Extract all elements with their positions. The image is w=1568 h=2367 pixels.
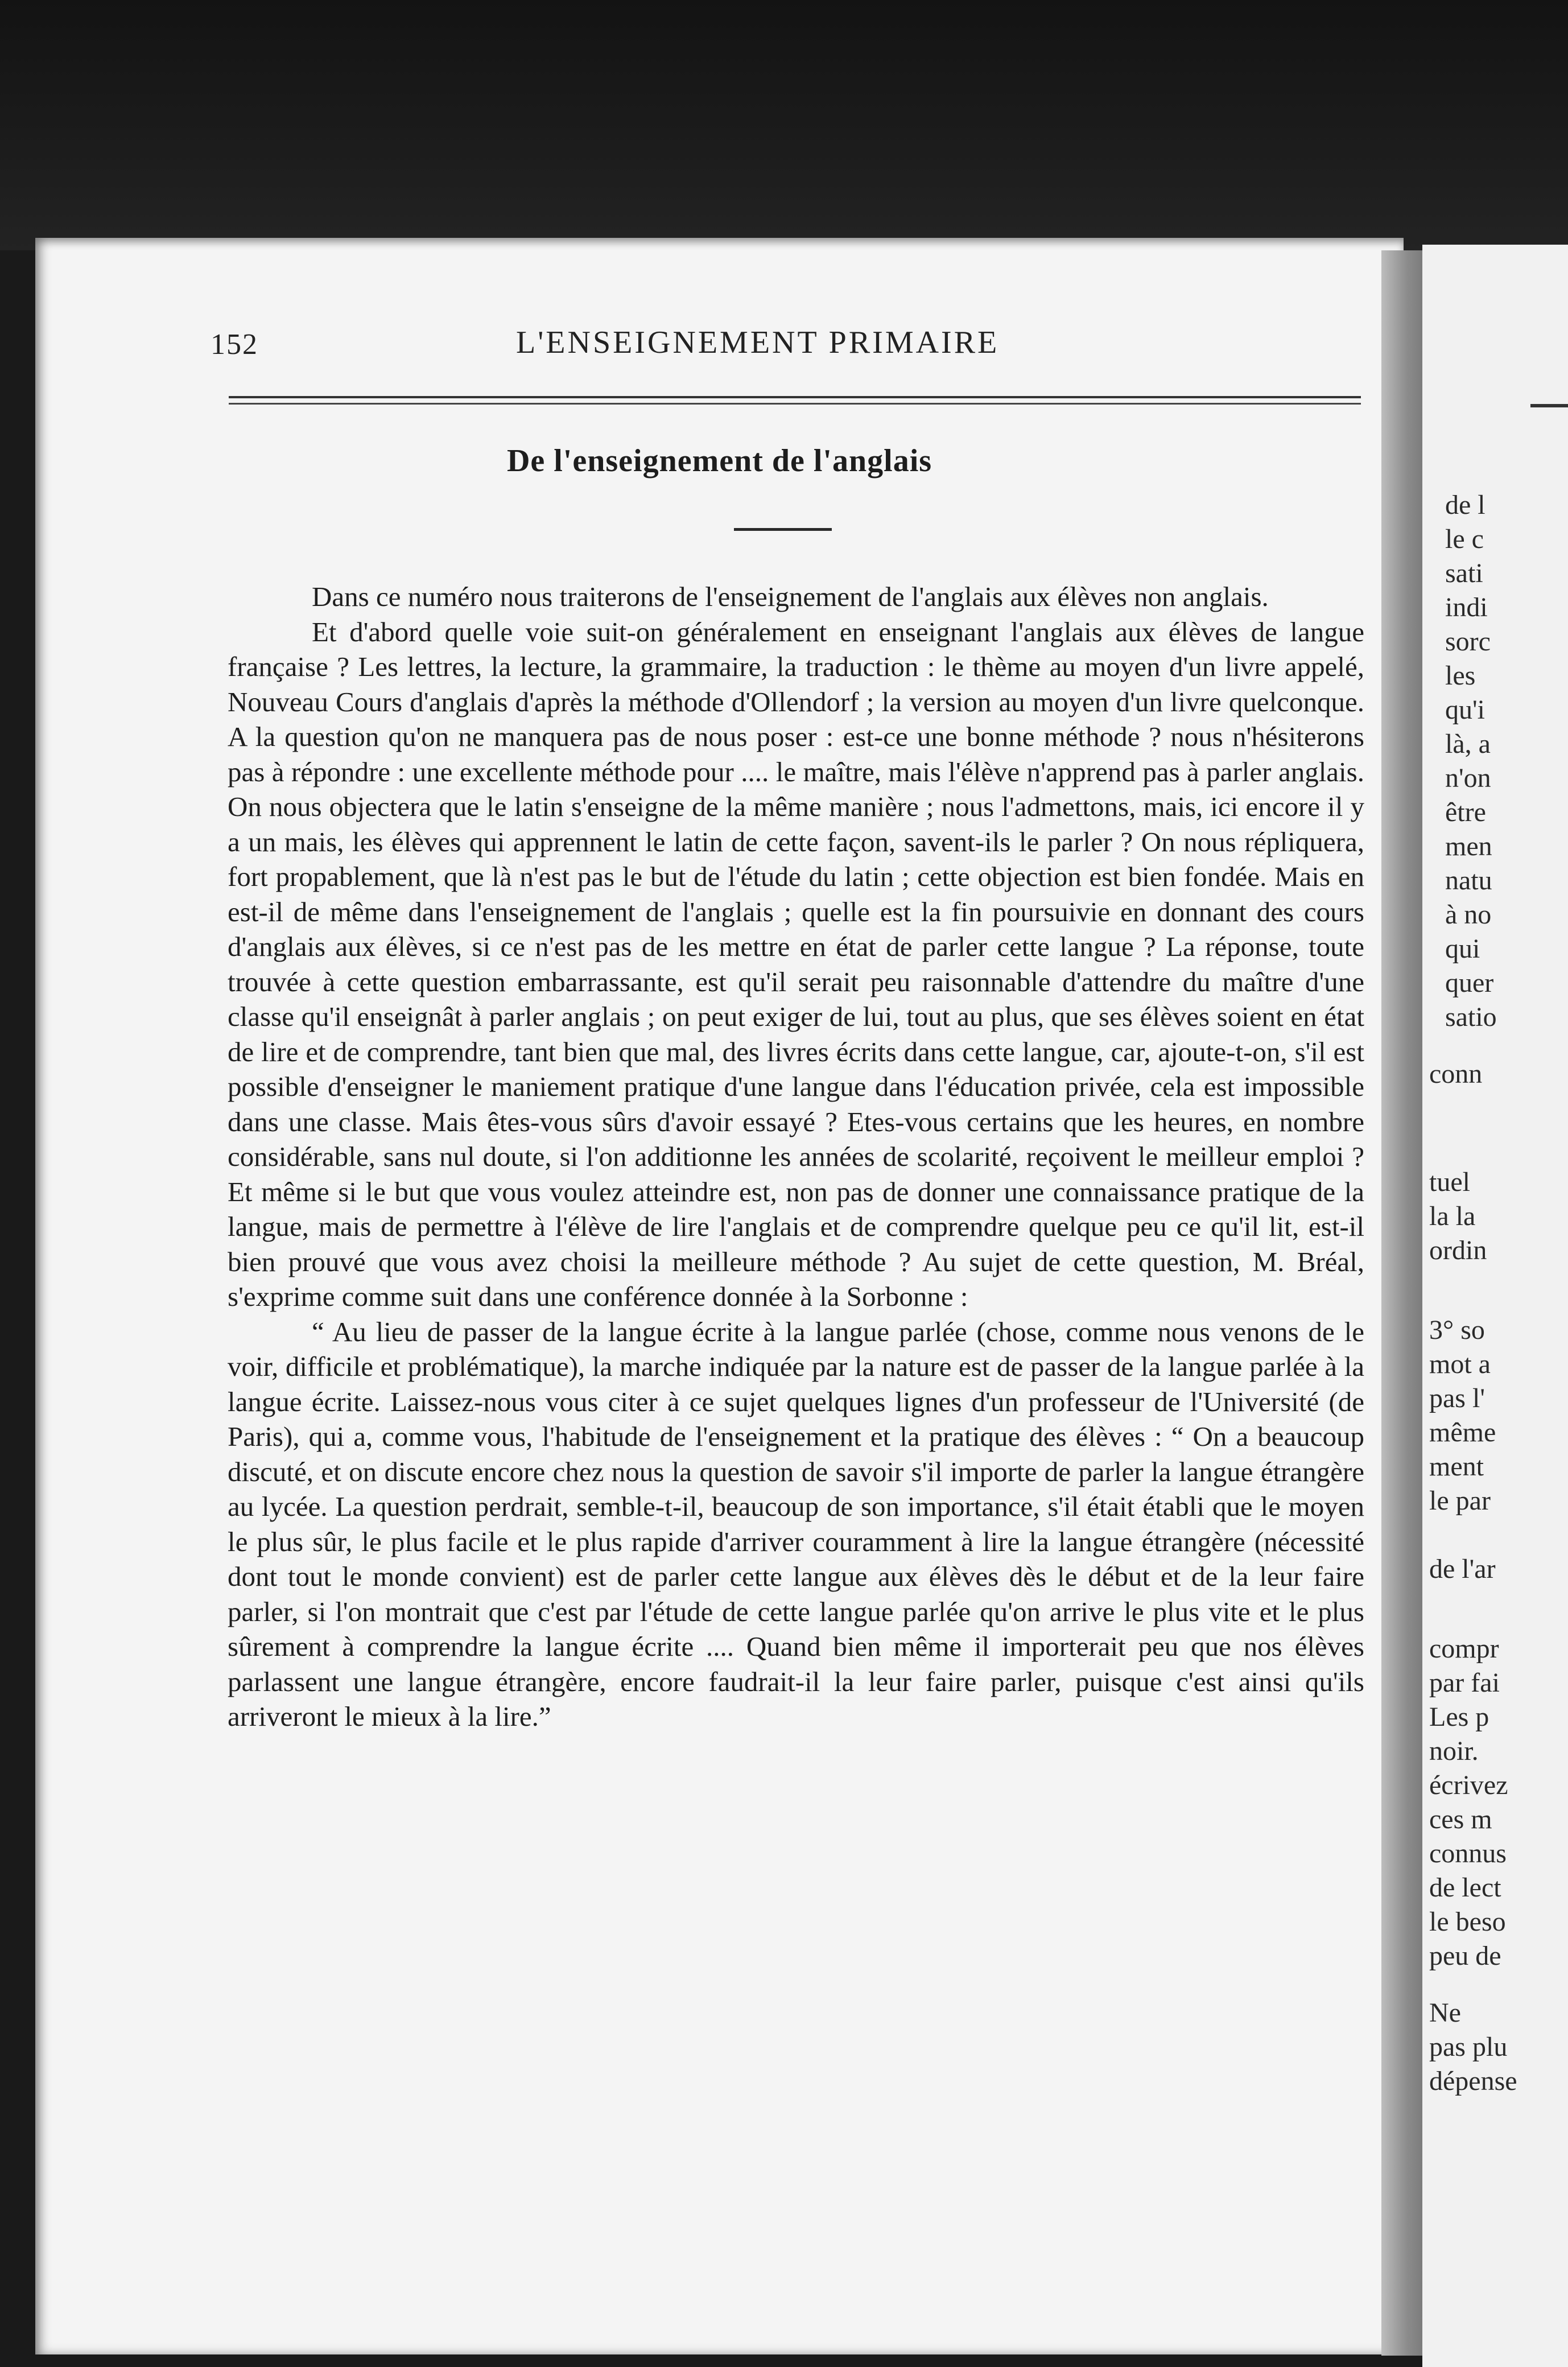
facing-line-fragment: natu [1445, 865, 1492, 896]
facing-line-fragment: men [1445, 831, 1492, 861]
facing-line-fragment: ces m [1429, 1804, 1492, 1834]
facing-line-fragment: n'on [1445, 763, 1491, 793]
facing-line-fragment: de l'ar [1429, 1554, 1496, 1584]
facing-line-fragment: qu'i [1445, 695, 1485, 725]
article-title: De l'enseignement de l'anglais [506, 443, 932, 479]
facing-line-fragment: les [1445, 661, 1476, 691]
facing-line-fragment: écrivez [1429, 1770, 1508, 1800]
facing-line-fragment: ordin [1429, 1235, 1487, 1265]
facing-line-fragment: conn [1429, 1059, 1483, 1089]
facing-line-fragment: indi [1445, 592, 1488, 622]
facing-line-fragment: le c [1445, 524, 1484, 554]
header-rule-secondary [229, 403, 1361, 405]
facing-line-fragment: sorc [1445, 626, 1491, 657]
facing-line-fragment: le beso [1429, 1907, 1506, 1937]
facing-line-fragment: être [1445, 797, 1486, 827]
facing-line-fragment: satio [1445, 1002, 1497, 1032]
scan-background [0, 0, 1568, 250]
facing-line-fragment: la la [1429, 1201, 1476, 1231]
facing-line-fragment: peu de [1429, 1941, 1501, 1971]
facing-line-fragment: pas l' [1429, 1383, 1485, 1413]
facing-line-fragment: connus [1429, 1838, 1507, 1869]
facing-line-fragment: mot a [1429, 1349, 1491, 1379]
facing-line-fragment: noir. [1429, 1736, 1479, 1766]
facing-line-fragment: 3° so [1429, 1315, 1485, 1345]
facing-line-fragment: Les p [1429, 1702, 1489, 1732]
facing-line-fragment: quer [1445, 968, 1494, 998]
paragraph: Et d'abord quelle voie suit-on généralement en enseignant l'anglais aux élèves de langue française ? Les lettres, la lecture, la grammaire, la traduction : le thème au moyen d'un livre appelé, Nouveau Cours d'anglais d'après la méthode d'Ollendorf ; la version au moyen d'un livre quelconque. A la question qu'on ne manquera pas de nous poser : est-ce une bonne méthode ? nous n'hésiterons pas à répondre : une excellente méthode pour .... le maître, mais l'élève n'apprend pas à parler anglais. On nous objectera que le latin s'enseigne de la même manière ; nous l'admettons, mais, ici encore il y a un mais, les élèves qui apprennent le latin de cette façon, savent-ils le parler ? On nous répliquera, fort propablement, que là n'est pas le but de l'étude du latin ; cette objection est bien fondée. Mais en est-il de même dans l'enseignement de l'anglais ; quelle est la fin poursuivie en donnant des cours d'anglais aux élèves, si ce n'est pas de les mettre en état de parler cette langue ? La réponse, toute trouvée à cette question embarrassante, est qu'il serait peu raisonnable d'attendre du maître d'une classe qu'il enseignât à parler anglais ; on peut exiger de lui, tout au plus, que ses élèves soient en état de lire et de comprendre, tant bien que mal, des livres écrits dans cette langue, car, ajoute-t-on, s'il est possible d'enseigner le maniement pratique d'une langue dans l'éducation privée, cela est impossible dans une classe. Mais êtes-vous sûrs d'avoir essayé ? Etes-vous certains que les heures, en nombre considérable, sans nul doute, si l'on additionne les années de scolarité, reçoivent le meilleur emploi ? Et même si le but que vous voulez atteindre est, non pas de donner une connaissance pratique de la langue, mais de permettre à l'élève de lire l'anglais et de comprendre quelque peu ce qu'il lit, est-il bien prouvé que vous avez choisi la meilleure méthode ? Au sujet de cette question, M. Bréal, s'exprime comme suit dans une conférence donnée à la Sorbonne : [228, 616, 1364, 1312]
facing-line-fragment: même [1429, 1417, 1496, 1448]
header-rule [229, 396, 1361, 398]
facing-line-fragment: dépense [1429, 2066, 1517, 2096]
quotation-paragraph: “ Au lieu de passer de la langue écrite à la langue parlée (chose, comme nous venons de le voir, difficile et problématique), la marche indiquée par la nature est de passer de la langue parlée à la langue écrite. Laissez-nous vous citer à ce sujet quelques lignes d'un professeur de l'Université (de Paris), qui a, comme vous, l'habitude de l'enseignement et la pratique des élèves : “ On a beaucoup discuté, et on discute encore chez nous la question de savoir s'il importe de parler la langue étrangère au lycée. La question perdrait, semble-t-il, beaucoup de son importance, s'il était établi que le moyen le plus sûr, le plus facile et le plus rapide d'arriver couramment à lire la langue étrangère (nécessité dont tout le monde convient) est de parler cette langue aux élèves dès le début et de la leur faire parler, si l'on montrait que c'est par l'étude de cette langue parlée qu'on arrive le plus vite et le plus sûrement à comprendre la langue écrite .... Quand bien même il importerait peu que nos élèves parlassent une langue étrangère, encore faudrait-il la leur faire parler, puisque c'est ainsi qu'ils arriveront le mieux à la lire.” [228, 1316, 1364, 1732]
facing-line-fragment: qui [1445, 934, 1480, 964]
facing-line-fragment: pas plu [1429, 2032, 1508, 2062]
facing-line-fragment: de l [1445, 490, 1486, 520]
facing-line-fragment: le par [1429, 1486, 1491, 1516]
book-page [35, 238, 1404, 2354]
facing-line-fragment: de lect [1429, 1873, 1501, 1903]
title-divider [734, 528, 832, 531]
facing-line-fragment: par fai [1429, 1668, 1500, 1698]
running-title: L'ENSEIGNEMENT PRIMAIRE [516, 325, 1000, 360]
facing-page [1422, 245, 1568, 2367]
paragraph: Dans ce numéro nous traiterons de l'enseignement de l'anglais aux élèves non anglais. [312, 581, 1269, 612]
article-body [228, 579, 1364, 1734]
page-number: 152 [211, 328, 258, 361]
facing-line-fragment: tuel [1429, 1167, 1470, 1197]
facing-line-fragment: compr [1429, 1634, 1499, 1664]
facing-line-fragment: Ne [1429, 1998, 1461, 2028]
facing-header-rule [1530, 404, 1568, 407]
facing-line-fragment: là, a [1445, 729, 1491, 759]
facing-line-fragment: ment [1429, 1451, 1484, 1482]
facing-line-fragment: à no [1445, 900, 1492, 930]
facing-line-fragment: sati [1445, 558, 1483, 588]
